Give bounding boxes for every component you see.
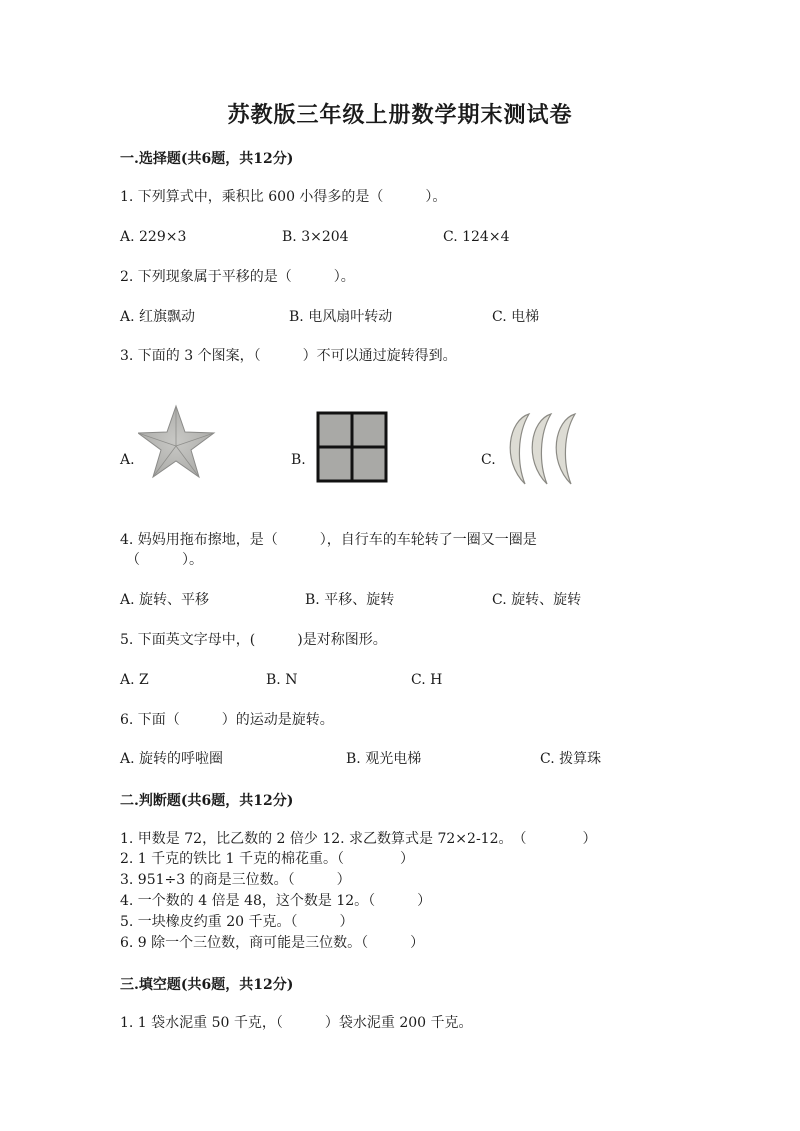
question-6-option-b: B. 观光电梯: [346, 751, 422, 767]
question-6-option-a: A. 旋转的呼啦圈: [120, 751, 224, 767]
question-1-option-b: B. 3×204: [282, 229, 349, 245]
question-3-option-c: C.: [481, 452, 496, 468]
question-3-text: 3. 下面的 3 个图案，（ ）不可以通过旋转得到。: [120, 348, 457, 364]
judge-item-5: 5. 一块橡皮约重 20 千克。（ ）: [120, 914, 354, 930]
crescent-moons-figure: [503, 412, 585, 486]
question-4-option-a: A. 旋转、平移: [120, 592, 210, 608]
question-4-text-line1: 4. 妈妈用拖布擦地，是（ ），自行车的车轮转了一圈又一圈是: [120, 532, 537, 548]
section-heading-choice: 一.选择题(共6题，共12分): [120, 151, 294, 167]
question-5-option-c: C. H: [411, 672, 443, 688]
question-3-option-a: A.: [120, 452, 135, 468]
question-1-option-c: C. 124×4: [443, 229, 510, 245]
question-5-option-a: A. Z: [120, 672, 149, 688]
judge-item-2: 2. 1 千克的铁比 1 千克的棉花重。（ ）: [120, 851, 414, 867]
question-3-option-b: B.: [291, 452, 306, 468]
question-2-option-c: C. 电梯: [492, 309, 540, 325]
question-2-option-b: B. 电风扇叶转动: [289, 309, 393, 325]
judge-item-3: 3. 951÷3 的商是三位数。（ ）: [120, 872, 351, 888]
fill-item-1: 1. 1 袋水泥重 50 千克，（ ）袋水泥重 200 千克。: [120, 1015, 473, 1031]
section-heading-fill: 三.填空题(共6题，共12分): [120, 977, 294, 993]
four-squares-figure: [315, 410, 389, 484]
question-2-option-a: A. 红旗飘动: [120, 309, 196, 325]
question-1-option-a: A. 229×3: [120, 229, 187, 245]
question-5-text: 5. 下面英文字母中，( )是对称图形。: [120, 632, 387, 648]
question-6-option-c: C. 拨算珠: [540, 751, 602, 767]
star-figure: [138, 404, 218, 480]
question-5-option-b: B. N: [266, 672, 298, 688]
judge-item-1: 1. 甲数是 72，比乙数的 2 倍少 12. 求乙数算式是 72×2-12。 （ ）: [120, 831, 597, 847]
question-1-text: 1. 下列算式中，乘积比 600 小得多的是（ ）。: [120, 189, 447, 205]
judge-item-6: 6. 9 除一个三位数，商可能是三位数。（ ）: [120, 935, 425, 951]
page-title: 苏教版三年级上册数学期末测试卷: [227, 102, 573, 128]
question-4-option-c: C. 旋转、旋转: [492, 592, 582, 608]
question-4-text-line2: （ ）。: [126, 552, 203, 568]
question-2-text: 2. 下列现象属于平移的是（ ）。: [120, 269, 355, 285]
question-6-text: 6. 下面（ ）的运动是旋转。: [120, 712, 334, 728]
judge-item-4: 4. 一个数的 4 倍是 48，这个数是 12。（ ）: [120, 893, 432, 909]
question-4-option-b: B. 平移、旋转: [305, 592, 395, 608]
section-heading-judge: 二.判断题(共6题，共12分): [120, 793, 294, 809]
